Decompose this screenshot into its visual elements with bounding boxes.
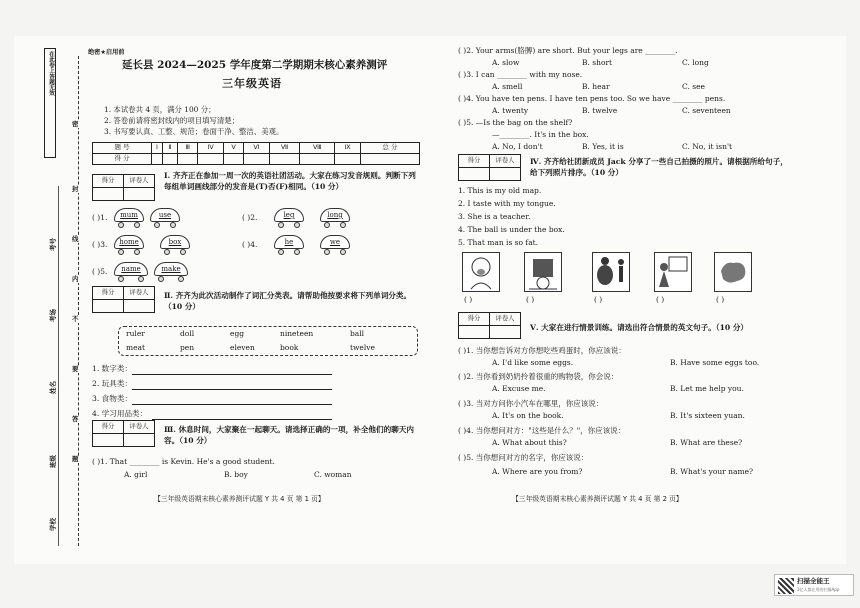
grader-score-label: 得分 xyxy=(93,175,124,188)
score-cell: Ⅳ xyxy=(198,143,224,154)
train-car-make: make xyxy=(154,262,188,276)
section3-q2-option-c[interactable]: C. long xyxy=(682,58,709,67)
grader-score-input[interactable] xyxy=(93,434,124,447)
section3-q1-option-a[interactable]: A. girl xyxy=(124,470,148,479)
train-car-he: he xyxy=(274,235,304,249)
category-school-things-label: 4. 学习用品类： xyxy=(92,409,148,418)
category-answer-line[interactable] xyxy=(132,389,332,390)
score-cell: 总 分 xyxy=(360,143,419,154)
wheel xyxy=(340,222,346,228)
grader-name-label: 评卷人 xyxy=(490,155,521,168)
binding-class-label: 班级 xyxy=(49,455,57,468)
category-answer-line[interactable] xyxy=(152,419,332,420)
binding-char-8: 题 xyxy=(72,455,79,463)
train-car-box: box xyxy=(160,235,190,249)
word-bank-word: ball xyxy=(350,329,365,338)
category-answer-line[interactable] xyxy=(132,404,332,405)
score-input[interactable] xyxy=(269,154,299,165)
category-toys-label: 2. 玩具类： xyxy=(92,379,133,388)
section4-sentence-5: 5. That man is so fat. xyxy=(458,238,539,247)
train-car-home: home xyxy=(114,235,144,249)
grader-name-input[interactable] xyxy=(124,188,155,201)
fat-man-picture xyxy=(592,252,630,292)
word-bank-word: pen xyxy=(180,343,195,352)
section3-question-2: ( )2. Your arms(胳膊) are short. But your legs are ________. xyxy=(458,46,678,55)
wheel xyxy=(134,222,140,228)
binding-school-label: 学校 xyxy=(49,518,57,531)
score-input[interactable] xyxy=(178,154,198,165)
binding-char-7: 答 xyxy=(72,415,79,423)
wheel xyxy=(170,222,176,228)
section4-sentence-4: 4. The ball is under the box. xyxy=(458,225,565,234)
section3-q1-option-c[interactable]: C. woman xyxy=(314,470,352,479)
word-bank-word: egg xyxy=(230,329,245,338)
score-table-header-row xyxy=(93,143,420,154)
wheel xyxy=(294,249,300,255)
section5-q1-option-b[interactable]: B. Have some eggs too. xyxy=(670,358,760,367)
section3-q5-option-a[interactable]: A. No, I don't xyxy=(492,142,543,151)
word-bank-word: nineteen xyxy=(280,329,314,338)
score-cell: 题 号 xyxy=(93,143,152,154)
instruction-3: 3. 书写要认真、工整、规范；卷面干净、整洁、美观。 xyxy=(104,127,284,136)
grader-name-label: 评卷人 xyxy=(124,287,155,300)
score-input[interactable] xyxy=(300,154,335,165)
binding-char-5: 不 xyxy=(72,315,79,323)
page1-footer: 【三年级英语期末核心素养测评试题 Y 共 4 页 第 1 页】 xyxy=(154,495,325,503)
grader-box-4 xyxy=(458,154,521,181)
category-numbers-label: 1. 数字类： xyxy=(92,364,133,373)
section5-question-2: ( )2. 当你看到奶奶拎着很重的购物袋，你会说： xyxy=(458,372,619,381)
section3-q5-option-c[interactable]: C. No, it isn't xyxy=(682,142,733,151)
section3-q4-option-c[interactable]: C. seventeen xyxy=(682,106,731,115)
section3-q5-option-b[interactable]: B. Yes, it is xyxy=(582,142,624,151)
wheel xyxy=(278,249,284,255)
exam-title: 延长县 2024—2025 学年度第二学期期末核心素养测评 xyxy=(122,59,388,71)
binding-char-3: 线 xyxy=(72,235,79,243)
ball-box-picture xyxy=(524,252,562,292)
section5-q1-option-a[interactable]: A. I'd like some eggs. xyxy=(492,358,574,367)
train-car-long: long xyxy=(320,208,350,222)
grader-box-1 xyxy=(92,174,155,201)
wheel xyxy=(118,222,124,228)
grader-score-label: 得分 xyxy=(459,313,490,326)
binding-field-line xyxy=(58,186,59,546)
instruction-2: 2. 答卷前请将密封线内的项目填写清楚； xyxy=(104,116,240,125)
grader-name-input[interactable] xyxy=(124,434,155,447)
score-input[interactable] xyxy=(360,154,419,165)
wheel xyxy=(134,249,140,255)
page2-footer: 【三年级英语期末核心素养测评试题 Y 共 4 页 第 2 页】 xyxy=(512,495,683,503)
section1-item-5-num: ( )5. xyxy=(92,267,108,276)
binding-exam-room-label: 考场 xyxy=(49,309,57,322)
score-cell: Ⅷ xyxy=(300,143,335,154)
train-car-we: we xyxy=(320,235,350,249)
score-cell: Ⅸ xyxy=(335,143,361,154)
score-input[interactable] xyxy=(224,154,244,165)
score-input[interactable] xyxy=(198,154,224,165)
section3-question-4: ( )4. You have ten pens. I have ten pens too. So we have ________ pens. xyxy=(458,94,726,103)
section3-question-5-response: —________. It's in the box. xyxy=(492,130,589,139)
section5-question-5: ( )5. 当你想问对方的名字，你应该说： xyxy=(458,453,589,462)
section3-q1-option-b[interactable]: B. boy xyxy=(224,470,248,479)
train-car-name: name xyxy=(114,262,148,276)
grader-name-label: 评卷人 xyxy=(124,421,155,434)
score-cell: Ⅱ xyxy=(162,143,177,154)
binding-char-1: 密 xyxy=(72,120,79,128)
section3-q3-option-b[interactable]: B. hear xyxy=(582,82,610,91)
binding-dashed-line xyxy=(78,56,79,546)
word-bank-word: eleven xyxy=(230,343,255,352)
grader-score-input[interactable] xyxy=(459,326,490,339)
section5-question-1: ( )1. 当你想告诉对方你想吃些鸡蛋时，你应该说： xyxy=(458,346,626,355)
wheel xyxy=(324,222,330,228)
section1-heading: Ⅰ. 齐齐正在参加一周一次的英语社团活动。大家在练习发音规则。判断下列每组单词画线部分的发音是(T)否(F)相同。（10 分） xyxy=(164,171,416,191)
wheel xyxy=(278,222,284,228)
word-bank-word: book xyxy=(280,343,299,352)
score-input[interactable] xyxy=(244,154,270,165)
section4-sentence-2: 2. I taste with my tongue. xyxy=(458,199,556,208)
binding-notice: 在此卷上答题无效 xyxy=(44,48,56,158)
section3-q3-option-c[interactable]: C. see xyxy=(682,82,705,91)
section3-q2-option-b[interactable]: B. short xyxy=(582,58,613,67)
section3-q4-option-a[interactable]: A. twenty xyxy=(492,106,529,115)
section1-item-1-num: ( )1. xyxy=(92,213,108,222)
grader-name-input[interactable] xyxy=(490,326,521,339)
wheel xyxy=(178,276,184,282)
watermark-sub: 3亿人都在用的扫描App xyxy=(797,587,840,592)
binding-char-2: 封 xyxy=(72,185,79,193)
train-car-mum: mum xyxy=(114,208,144,222)
instruction-1: 1. 本试卷共 4 页，满分 100 分； xyxy=(104,105,216,114)
section4-sentence-1: 1. This is my old map. xyxy=(458,186,542,195)
section5-q5-option-b[interactable]: B. What's your name? xyxy=(670,467,754,476)
section5-q5-option-a[interactable]: A. Where are you from? xyxy=(492,467,583,476)
confidential-tag: 绝密★启用前 xyxy=(88,49,125,56)
section1-item-4-num: ( )4. xyxy=(242,240,258,249)
section3-q2-option-a[interactable]: A. slow xyxy=(492,58,520,67)
score-cell: Ⅰ xyxy=(152,143,163,154)
score-cell: 得 分 xyxy=(93,154,152,165)
section5-q2-option-a[interactable]: A. Excuse me. xyxy=(492,384,546,393)
scanner-watermark xyxy=(774,574,854,596)
binding-char-4: 内 xyxy=(72,275,79,283)
train-car-leg: leg xyxy=(274,208,304,222)
picture-blank-2[interactable]: ( ) xyxy=(526,295,535,304)
section3-question-1: ( )1. That ________ is Kevin. He's a good student. xyxy=(92,457,275,466)
map-picture xyxy=(714,252,752,292)
section3-question-5: ( )5. —Is the bag on the shelf? xyxy=(458,118,573,127)
binding-char-6: 要 xyxy=(72,365,79,373)
picture-blank-3[interactable]: ( ) xyxy=(594,295,603,304)
word-bank-word: twelve xyxy=(350,343,375,352)
watermark-label: 扫描全能王 xyxy=(797,577,830,585)
grader-score-input[interactable] xyxy=(93,300,124,313)
grader-box-5 xyxy=(458,312,521,339)
section3-question-3: ( )3. I can ________ with my nose. xyxy=(458,70,583,79)
qr-code-icon xyxy=(778,578,794,594)
section1-item-3-num: ( )3. xyxy=(92,240,108,249)
section2-heading: Ⅱ. 齐齐为此次活动制作了词汇分类表。请帮助他按要求将下列单词分类。（10 分） xyxy=(164,291,412,311)
score-cell: Ⅵ xyxy=(244,143,270,154)
section5-q3-option-a[interactable]: A. It's on the book. xyxy=(492,411,564,420)
word-bank-word: doll xyxy=(180,329,195,338)
score-cell: Ⅶ xyxy=(269,143,299,154)
wheel xyxy=(180,249,186,255)
wheel xyxy=(164,249,170,255)
exam-subtitle: 三年级英语 xyxy=(222,77,282,90)
category-answer-line[interactable] xyxy=(132,374,332,375)
section1-item-2-num: ( )2. xyxy=(242,213,258,222)
exam-sheet xyxy=(14,36,846,564)
section4-heading: Ⅳ. 齐齐给社团新成员 Jack 分享了一些自己拍摄的照片。请根据所给句子，给下列照片排序。（10 分） xyxy=(530,157,788,177)
score-table-score-row xyxy=(93,154,420,165)
train-car-use: use xyxy=(150,208,180,222)
score-cell: Ⅴ xyxy=(224,143,244,154)
category-food-label: 3. 食物类： xyxy=(92,394,133,403)
score-table xyxy=(92,142,420,165)
section3-heading: Ⅲ. 休息时间，大家聚在一起聊天。请选择正确的一项，补全他们的聊天内容。（10 分） xyxy=(164,425,414,445)
wheel xyxy=(324,249,330,255)
wheel xyxy=(154,222,160,228)
grader-score-label: 得分 xyxy=(459,155,490,168)
section5-q3-option-b[interactable]: B. It's sixteen yuan. xyxy=(670,411,745,420)
grader-name-label: 评卷人 xyxy=(490,313,521,326)
score-cell: Ⅲ xyxy=(178,143,198,154)
wheel xyxy=(294,222,300,228)
tongue-picture xyxy=(462,252,500,292)
word-bank-word: meat xyxy=(126,343,146,352)
binding-name-label: 姓名 xyxy=(49,381,57,394)
section4-sentence-3: 3. She is a teacher. xyxy=(458,212,531,221)
grader-name-input[interactable] xyxy=(124,300,155,313)
grader-box-2 xyxy=(92,286,155,313)
picture-blank-5[interactable]: ( ) xyxy=(716,295,725,304)
section3-q4-option-b[interactable]: B. twelve xyxy=(582,106,618,115)
wheel xyxy=(340,249,346,255)
grader-score-input[interactable] xyxy=(93,188,124,201)
section5-heading: Ⅴ. 大家在进行情景训练。请选出符合情景的英文句子。（10 分） xyxy=(530,323,749,332)
wheel xyxy=(118,249,124,255)
section5-q2-option-b[interactable]: B. Let me help you. xyxy=(670,384,744,393)
grader-box-3 xyxy=(92,420,155,447)
section5-q4-option-a[interactable]: A. What about this? xyxy=(492,438,567,447)
grader-name-input[interactable] xyxy=(490,168,521,181)
section5-question-4: ( )4. 当你想问对方："这些是什么？"，你应该说： xyxy=(458,426,626,435)
teacher-picture xyxy=(654,252,692,292)
word-bank-word: ruler xyxy=(126,329,145,338)
score-input[interactable] xyxy=(152,154,163,165)
grader-name-label: 评卷人 xyxy=(124,175,155,188)
wheel xyxy=(138,276,144,282)
section5-question-3: ( )3. 当对方问你小汽车在哪里，你应该说： xyxy=(458,399,604,408)
wheel xyxy=(158,276,164,282)
wheel xyxy=(118,276,124,282)
grader-score-label: 得分 xyxy=(93,421,124,434)
picture-blank-4[interactable]: ( ) xyxy=(656,295,665,304)
score-input[interactable] xyxy=(162,154,177,165)
section5-q4-option-b[interactable]: B. What are these? xyxy=(670,438,743,447)
grader-score-input[interactable] xyxy=(459,168,490,181)
score-input[interactable] xyxy=(335,154,361,165)
grader-score-label: 得分 xyxy=(93,287,124,300)
binding-number-label: 考号 xyxy=(49,238,57,251)
picture-blank-1[interactable]: ( ) xyxy=(464,295,473,304)
section3-q3-option-a[interactable]: A. smell xyxy=(492,82,523,91)
